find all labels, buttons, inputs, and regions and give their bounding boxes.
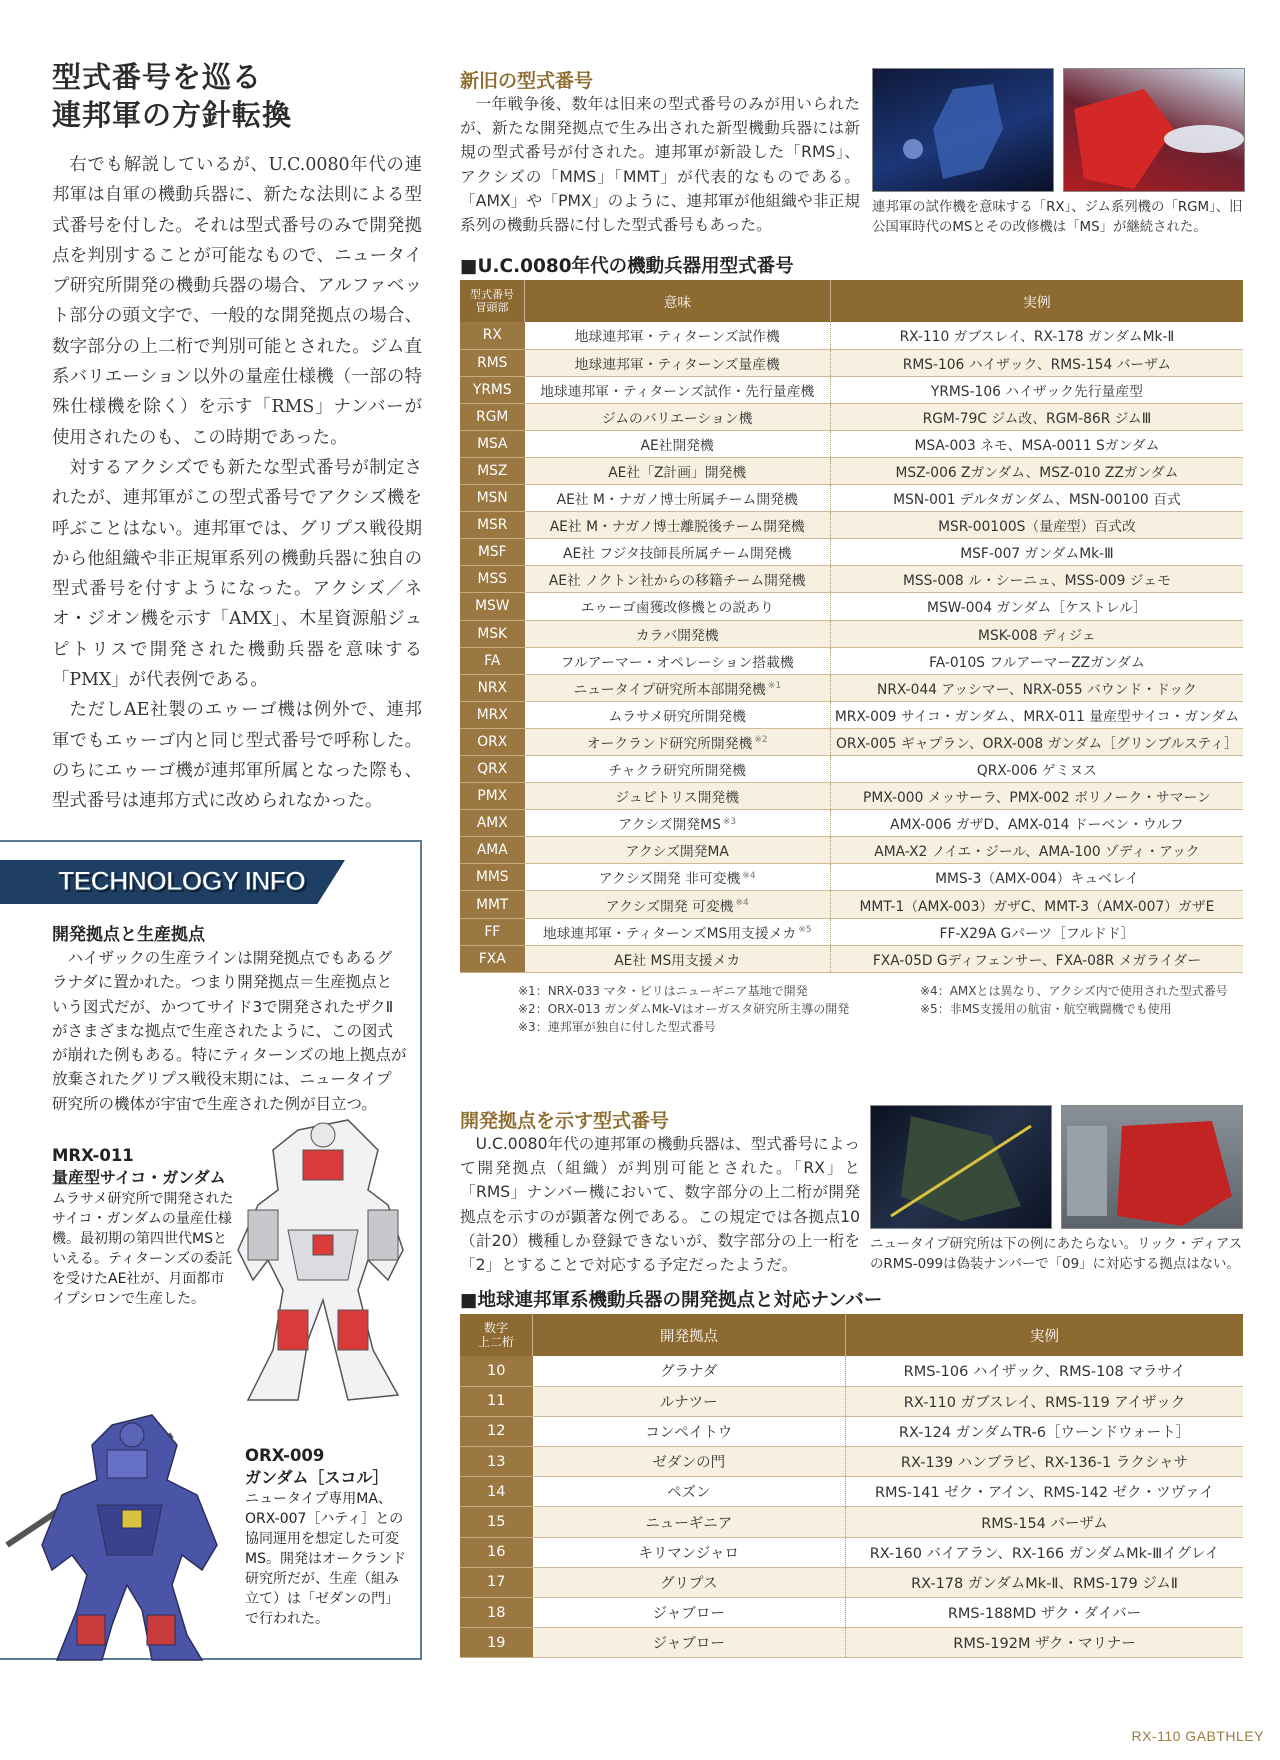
meaning-cell <box>525 756 831 783</box>
meaning-text: AE社 M・ナガノ博士離脱後チーム開発機 <box>549 519 805 536</box>
table1-notes-right <box>920 982 1250 1018</box>
table-row <box>460 349 1243 376</box>
example-cell: MSS-008 ル・シーニュ、MSS-009 ジェモ <box>830 566 1243 593</box>
meaning-text: 地球連邦軍・ティターンズ量産機 <box>574 356 780 373</box>
table-row <box>460 701 1243 728</box>
table-row <box>460 728 1243 755</box>
table-row <box>460 485 1243 512</box>
mech-name: ガンダム［スコル］ <box>245 1468 389 1487</box>
orx-009-label <box>245 1445 410 1629</box>
example-cell: MSZ-006 Zガンダム、MSZ-010 ZZガンダム <box>830 457 1243 484</box>
table1-header-example: 実例 <box>830 280 1243 322</box>
model-code-cell: NRX <box>460 674 525 701</box>
example-cell: MSF-007 ガンダムMk-Ⅲ <box>830 539 1243 566</box>
example-cell: RX-110 ガブスレイ、RX-178 ガンダムMk-Ⅱ <box>830 322 1243 349</box>
title-line-2: 連邦軍の方針転換 <box>52 98 293 132</box>
meaning-text: AE社 ノクトン社からの移籍チーム開発機 <box>548 573 806 590</box>
mrx-011-label <box>52 1145 237 1309</box>
model-code-cell: MRX <box>460 701 525 728</box>
table-row <box>460 674 1243 701</box>
model-code-cell: AMX <box>460 810 525 837</box>
model-code-cell: MSN <box>460 485 525 512</box>
title-line-1: 型式番号を巡る <box>52 60 263 94</box>
orx-009-illustration <box>2 1395 242 1665</box>
meaning-text: AE社開発機 <box>640 437 714 454</box>
table1-note: ※2：ORX-013 ガンダムMk-Ⅴはオーガスタ研究所主導の開発 <box>518 1002 850 1016</box>
caption-old-new: 連邦軍の試作機を意味する「RX」、ジム系列機の「RGM」、旧公国軍時代のMSとその改修機は「MS」が継続された。 <box>872 200 1243 235</box>
digit-code-cell: 19 <box>460 1628 533 1658</box>
table2-title: ■地球連邦軍系機動兵器の開発拠点と対応ナンバー <box>460 1290 883 1311</box>
meaning-text: 地球連邦軍・ティターンズ試作・先行量産機 <box>540 383 815 400</box>
meaning-cell <box>525 918 831 945</box>
model-code-cell: PMX <box>460 783 525 810</box>
table1-note: ※3：連邦軍が独自に付した型式番号 <box>518 1020 716 1034</box>
example-cell: FA-010S フルアーマーZZガンダム <box>830 647 1243 674</box>
model-code-cell: AMA <box>460 837 525 864</box>
meaning-cell <box>525 457 831 484</box>
table-row <box>460 376 1243 403</box>
table-row <box>460 539 1243 566</box>
meaning-cell <box>525 512 831 539</box>
digit-code-cell: 14 <box>460 1477 533 1507</box>
section-title-dev-base: 開発拠点を示す型式番号 <box>460 1110 670 1132</box>
digit-code-cell: 15 <box>460 1507 533 1537</box>
example-cell: RX-160 バイアラン、RX-166 ガンダムMk-Ⅲイグレイ <box>846 1537 1244 1567</box>
example-cell: MRX-009 サイコ・ガンダム、MRX-011 量産型サイコ・ガンダム <box>830 701 1243 728</box>
example-cell: MSA-003 ネモ、MSA-0011 Sガンダム <box>830 430 1243 457</box>
table1-header-meaning: 意味 <box>525 280 831 322</box>
table-row <box>460 756 1243 783</box>
model-code-cell: MSF <box>460 539 525 566</box>
meaning-cell <box>525 674 831 701</box>
table-row <box>460 322 1243 349</box>
table-row <box>460 1598 1243 1628</box>
table-row <box>460 512 1243 539</box>
example-cell: MSW-004 ガンダム［ケストレル］ <box>830 593 1243 620</box>
model-code-cell: RGM <box>460 403 525 430</box>
table-row <box>460 1628 1243 1658</box>
table-row <box>460 864 1243 891</box>
page-footer: RX-110 GABTHLEY <box>1131 1728 1264 1744</box>
left-paragraph: 右でも解説しているが、U.C.0080年代の連邦軍は自軍の機動兵器に、新たな法則による型式番号を付した。それは型式番号のみで開発拠点を判別することが可能なもので、ニュータイプ研究所開発の機動兵器の場合、アルファベット部分の頭文字で、一般的な開発拠点の場合、数字部分の上二桁で判別可能とされた。ジム直系バリエーション以外の量産仕様機（一部の特殊仕様機を除く）を示す「RMS」ナンバーが使用されたのも、この時期であった。 <box>52 155 422 448</box>
meaning-cell <box>525 376 831 403</box>
example-cell: PMX-000 メッサーラ、PMX-002 ボリノーク・サマーン <box>830 783 1243 810</box>
digit-code-cell: 18 <box>460 1598 533 1628</box>
example-cell: RMS-106 ハイザック、RMS-108 マラサイ <box>846 1356 1244 1386</box>
digit-code-cell: 11 <box>460 1386 533 1416</box>
model-code-cell: FA <box>460 647 525 674</box>
table-row <box>460 647 1243 674</box>
left-article-body <box>52 150 422 817</box>
meaning-cell <box>525 430 831 457</box>
dev-base-cell: ルナツー <box>533 1386 846 1416</box>
model-code-cell: ORX <box>460 728 525 755</box>
table2-header-digits: 数字 上二桁 <box>460 1314 533 1356</box>
table-row <box>460 1567 1243 1597</box>
table1-header-code: 型式番号 冒頭部 <box>460 280 525 322</box>
example-cell: RMS-188MD ザク・ダイバー <box>846 1598 1244 1628</box>
meaning-cell <box>525 620 831 647</box>
dev-base-cell: キリマンジャロ <box>533 1537 846 1567</box>
model-code-cell: QRX <box>460 756 525 783</box>
meaning-cell <box>525 593 831 620</box>
section-body-old-new <box>460 92 860 237</box>
section-text: U.C.0080年代の連邦軍の機動兵器は、型式番号によって開発拠点（組織）が判別可能とされた。「RX」と「RMS」ナンバー機において、数字部分の上二桁が開発拠点を示すのが顕著な例である。この規定では各拠点10（計20）機種しか登録できないが、数字部分の上一桁を「2」とすることで対応する予定だったようだ。 <box>460 1135 860 1275</box>
meaning-text: AE社 MS用支援メカ <box>614 952 741 969</box>
footnote-marker: ※3 <box>722 816 737 827</box>
footnote-marker: ※5 <box>798 925 812 936</box>
meaning-cell <box>525 783 831 810</box>
left-paragraph: ただしAE社製のエゥーゴ機は例外で、連邦軍でもエゥーゴ内と同じ型式番号で呼称した。のちにエゥーゴ機が連邦軍所属となった際も、型式番号は連邦方式に改められなかった。 <box>52 700 422 812</box>
table-row <box>460 457 1243 484</box>
example-cell: MMS-3（AMX-004）キュベレイ <box>830 864 1243 891</box>
example-cell: RX-110 ガブスレイ、RMS-119 アイザック <box>846 1386 1244 1416</box>
technology-info-text: ハイザックの生産ラインは開発拠点でもあるグラナダに置かれた。つまり開発拠点＝生産拠点という図式だが、かつてサイド3で開発されたザクⅡがさまざまな拠点で生産されたように、この図式が崩れた例もある。特にティターンズの地上拠点が放棄されたグリプス戦役末期には、ニュータイプ研究所の機体が宇宙で生産された例が目立つ。 <box>52 949 407 1113</box>
model-code-cell: RX <box>460 322 525 349</box>
example-cell: FF-X29A Gパーツ［フルドド］ <box>830 918 1243 945</box>
table1-note: ※4：AMXとは異なり、アクシズ内で使用された型式番号 <box>920 984 1228 998</box>
dev-base-cell: ペズン <box>533 1477 846 1507</box>
table-row <box>460 566 1243 593</box>
meaning-text: ニュータイプ研究所本部開発機 <box>573 681 766 698</box>
meaning-text: AE社 M・ナガノ博士所属チーム開発機 <box>556 492 798 509</box>
dev-base-cell: ジャブロー <box>533 1598 846 1628</box>
meaning-text: アクシズ開発 可変機 <box>605 898 734 915</box>
dev-base-cell: ジャブロー <box>533 1628 846 1658</box>
example-cell: RGM-79C ジム改、RGM-86R ジムⅢ <box>830 403 1243 430</box>
table-row <box>460 810 1243 837</box>
mech-code: ORX-009 <box>245 1446 325 1465</box>
meaning-cell <box>525 810 831 837</box>
meaning-text: チャクラ研究所開発機 <box>608 763 746 780</box>
table1-notes-left <box>518 982 938 1036</box>
meaning-text: アクシズ開発MS <box>618 817 721 834</box>
meaning-cell <box>525 837 831 864</box>
example-cell: RMS-141 ゼク・アイン、RMS-142 ゼク・ツヴァイ <box>846 1477 1244 1507</box>
technology-info-body <box>52 946 407 1116</box>
example-cell: ORX-005 ギャプラン、ORX-008 ガンダム［グリンブルスティ］ <box>830 728 1243 755</box>
example-cell: MSK-008 ディジェ <box>830 620 1243 647</box>
model-code-cell: FF <box>460 918 525 945</box>
example-cell: RX-139 ハンブラビ、RX-136-1 ラクシャサ <box>846 1447 1244 1477</box>
example-cell: QRX-006 ゲミヌス <box>830 756 1243 783</box>
table1-note: ※1：NRX-033 マタ・ビリはニューギニア基地で開発 <box>518 984 808 998</box>
model-code-cell: MSW <box>460 593 525 620</box>
example-cell: MSR-00100S（量産型）百式改 <box>830 512 1243 539</box>
anime-still-red-mech <box>1063 68 1245 192</box>
mech-description: ムラサメ研究所で開発されたサイコ・ガンダムの量産仕様機。最初期の第四世代MSといえる。ティターンズの委託を受けたAE社が、月面都市イプシロンで生産した。 <box>52 1191 234 1307</box>
meaning-text: エゥーゴ鹵獲改修機との説あり <box>580 600 774 617</box>
digit-code-cell: 17 <box>460 1567 533 1597</box>
example-cell: FXA-05D Gディフェンサー、FXA-08R メガライダー <box>830 945 1243 972</box>
dev-base-cell: グリプス <box>533 1567 846 1597</box>
example-cell: RMS-192M ザク・マリナー <box>846 1628 1244 1658</box>
footnote-marker: ※2 <box>754 735 768 746</box>
meaning-cell <box>525 864 831 891</box>
example-cell: MMT-1（AMX-003）ガザC、MMT-3（AMX-007）ガザE <box>830 891 1243 918</box>
example-cell: RX-178 ガンダムMk-Ⅱ、RMS-179 ジムⅡ <box>846 1567 1244 1597</box>
table2-header-base: 開発拠点 <box>533 1314 846 1356</box>
meaning-cell <box>525 891 831 918</box>
model-code-cell: MSA <box>460 430 525 457</box>
example-cell: NRX-044 アッシマー、NRX-055 バウンド・ドック <box>830 674 1243 701</box>
example-cell: RX-124 ガンダムTR-6［ウーンドウォート］ <box>846 1416 1244 1446</box>
technology-info-subtitle: 開発拠点と生産拠点 <box>52 925 205 945</box>
meaning-cell <box>525 485 831 512</box>
meaning-text: オークランド研究所開発機 <box>586 735 753 752</box>
model-code-cell: FXA <box>460 945 525 972</box>
meaning-text: カラバ開発機 <box>635 627 719 644</box>
example-cell: AMA-X2 ノイエ・ジール、AMA-100 ゾディ・アック <box>830 837 1243 864</box>
meaning-cell <box>525 566 831 593</box>
digit-code-cell: 16 <box>460 1537 533 1567</box>
section-title-old-new: 新旧の型式番号 <box>460 70 594 92</box>
mrx-011-illustration <box>228 1110 418 1410</box>
meaning-text: ムラサメ研究所開発機 <box>608 708 746 725</box>
mech-name: 量産型サイコ・ガンダム <box>52 1168 226 1187</box>
meaning-cell <box>525 647 831 674</box>
meaning-cell <box>525 701 831 728</box>
table-row <box>460 1477 1243 1507</box>
footnote-marker: ※4 <box>735 897 749 908</box>
anime-still-red-mech-hangar <box>1061 1105 1243 1229</box>
example-cell: RMS-106 ハイザック、RMS-154 バーザム <box>830 349 1243 376</box>
model-code-cell: YRMS <box>460 376 525 403</box>
example-cell: RMS-154 バーザム <box>846 1507 1244 1537</box>
mech-code: MRX-011 <box>52 1146 134 1165</box>
table-row <box>460 403 1243 430</box>
meaning-cell <box>525 403 831 430</box>
example-cell: YRMS-106 ハイザック先行量産型 <box>830 376 1243 403</box>
left-paragraph: 対するアクシズでも新たな型式番号が制定されたが、連邦軍がこの型式番号でアクシズ機を呼ぶことはない。連邦軍では、グリプス戦役期から他組織や非正規軍系列の機動兵器に独自の型式番号を付すようになった。アクシズ／ネオ・ジオン機を示す「AMX」、木星資源船ジュピトリスで開発された機動兵器を意味する「PMX」が代表例である。 <box>52 457 422 691</box>
table-row <box>460 593 1243 620</box>
meaning-cell <box>525 539 831 566</box>
meaning-text: ジムのバリエーション機 <box>602 410 753 427</box>
table-row <box>460 837 1243 864</box>
model-code-cell: MSK <box>460 620 525 647</box>
meaning-text: 地球連邦軍・ティターンズMS用支援メカ <box>542 925 797 942</box>
digit-code-cell: 13 <box>460 1447 533 1477</box>
table-row <box>460 1386 1243 1416</box>
dev-base-cell: コンペイトウ <box>533 1416 846 1446</box>
model-code-cell: RMS <box>460 349 525 376</box>
model-code-cell: MMS <box>460 864 525 891</box>
meaning-cell <box>525 349 831 376</box>
table-row <box>460 783 1243 810</box>
anime-still-blue-mech <box>872 68 1054 192</box>
meaning-cell <box>525 728 831 755</box>
table-row <box>460 918 1243 945</box>
digit-code-cell: 12 <box>460 1416 533 1446</box>
meaning-text: AE社「Z計画」開発機 <box>608 465 747 482</box>
dev-base-table <box>460 1314 1243 1658</box>
model-code-cell: MSR <box>460 512 525 539</box>
section-body-dev-base <box>460 1132 860 1277</box>
dev-base-cell: ニューギニア <box>533 1507 846 1537</box>
footnote-marker: ※1 <box>767 681 782 692</box>
table-row <box>460 1537 1243 1567</box>
meaning-text: AE社 フジタ技師長所属チーム開発機 <box>563 546 792 563</box>
model-number-table <box>460 280 1243 973</box>
table-row <box>460 945 1243 972</box>
caption-dev-base: ニュータイプ研究所は下の例にあたらない。リック・ディアスのRMS-099は偽装ナンバーで「09」に対応する拠点はない。 <box>870 1237 1243 1272</box>
dev-base-cell: グラナダ <box>533 1356 846 1386</box>
meaning-text: アクシズ開発 非可変機 <box>598 871 741 888</box>
table-row <box>460 1416 1243 1446</box>
table1-note: ※5：非MS支援用の航宙・航空戦闘機でも使用 <box>920 1002 1172 1016</box>
example-cell: AMX-006 ガザD、AMX-014 ドーベン・ウルフ <box>830 810 1243 837</box>
dev-base-cell: ゼダンの門 <box>533 1447 846 1477</box>
table-row <box>460 891 1243 918</box>
meaning-text: 地球連邦軍・ティターンズ試作機 <box>574 329 780 346</box>
table1-title: ■U.C.0080年代の機動兵器用型式番号 <box>460 256 794 277</box>
model-code-cell: MMT <box>460 891 525 918</box>
example-cell: MSN-001 デルタガンダム、MSN-00100 百式 <box>830 485 1243 512</box>
mech-description: ニュータイプ専用MA、ORX-007［ハティ］との協同運用を想定した可変MS。開発はオークランド研究所だが、生産（組み立て）は「ゼダンの門」で行われた。 <box>245 1491 406 1627</box>
footnote-marker: ※4 <box>742 870 756 881</box>
model-code-cell: MSS <box>460 566 525 593</box>
page-title <box>52 58 412 134</box>
table-row <box>460 620 1243 647</box>
technology-info-banner-text: TECHNOLOGY INFO <box>58 866 306 896</box>
meaning-cell <box>525 322 831 349</box>
table2-header-example: 実例 <box>846 1314 1244 1356</box>
anime-still-dark-mech <box>870 1105 1052 1229</box>
table-row <box>460 430 1243 457</box>
meaning-cell <box>525 945 831 972</box>
meaning-text: フルアーマー・オペレーション搭載機 <box>560 654 794 671</box>
digit-code-cell: 10 <box>460 1356 533 1386</box>
meaning-text: アクシズ開発MA <box>625 844 729 861</box>
table-row <box>460 1447 1243 1477</box>
model-code-cell: MSZ <box>460 457 525 484</box>
section-text: 一年戦争後、数年は旧来の型式番号のみが用いられたが、新たな開発拠点で生み出された新型機動兵器には新規の型式番号が付された。連邦軍が新設した「RMS」、アクシズの「MMS」「MMT」が代表的なものである。「AMX」や「PMX」のように、連邦軍が他組織や非正規系列の機動兵器に付した型式番号もあった。 <box>460 95 860 235</box>
meaning-text: ジュピトリス開発機 <box>615 790 739 807</box>
table-row <box>460 1507 1243 1537</box>
table-row <box>460 1356 1243 1386</box>
